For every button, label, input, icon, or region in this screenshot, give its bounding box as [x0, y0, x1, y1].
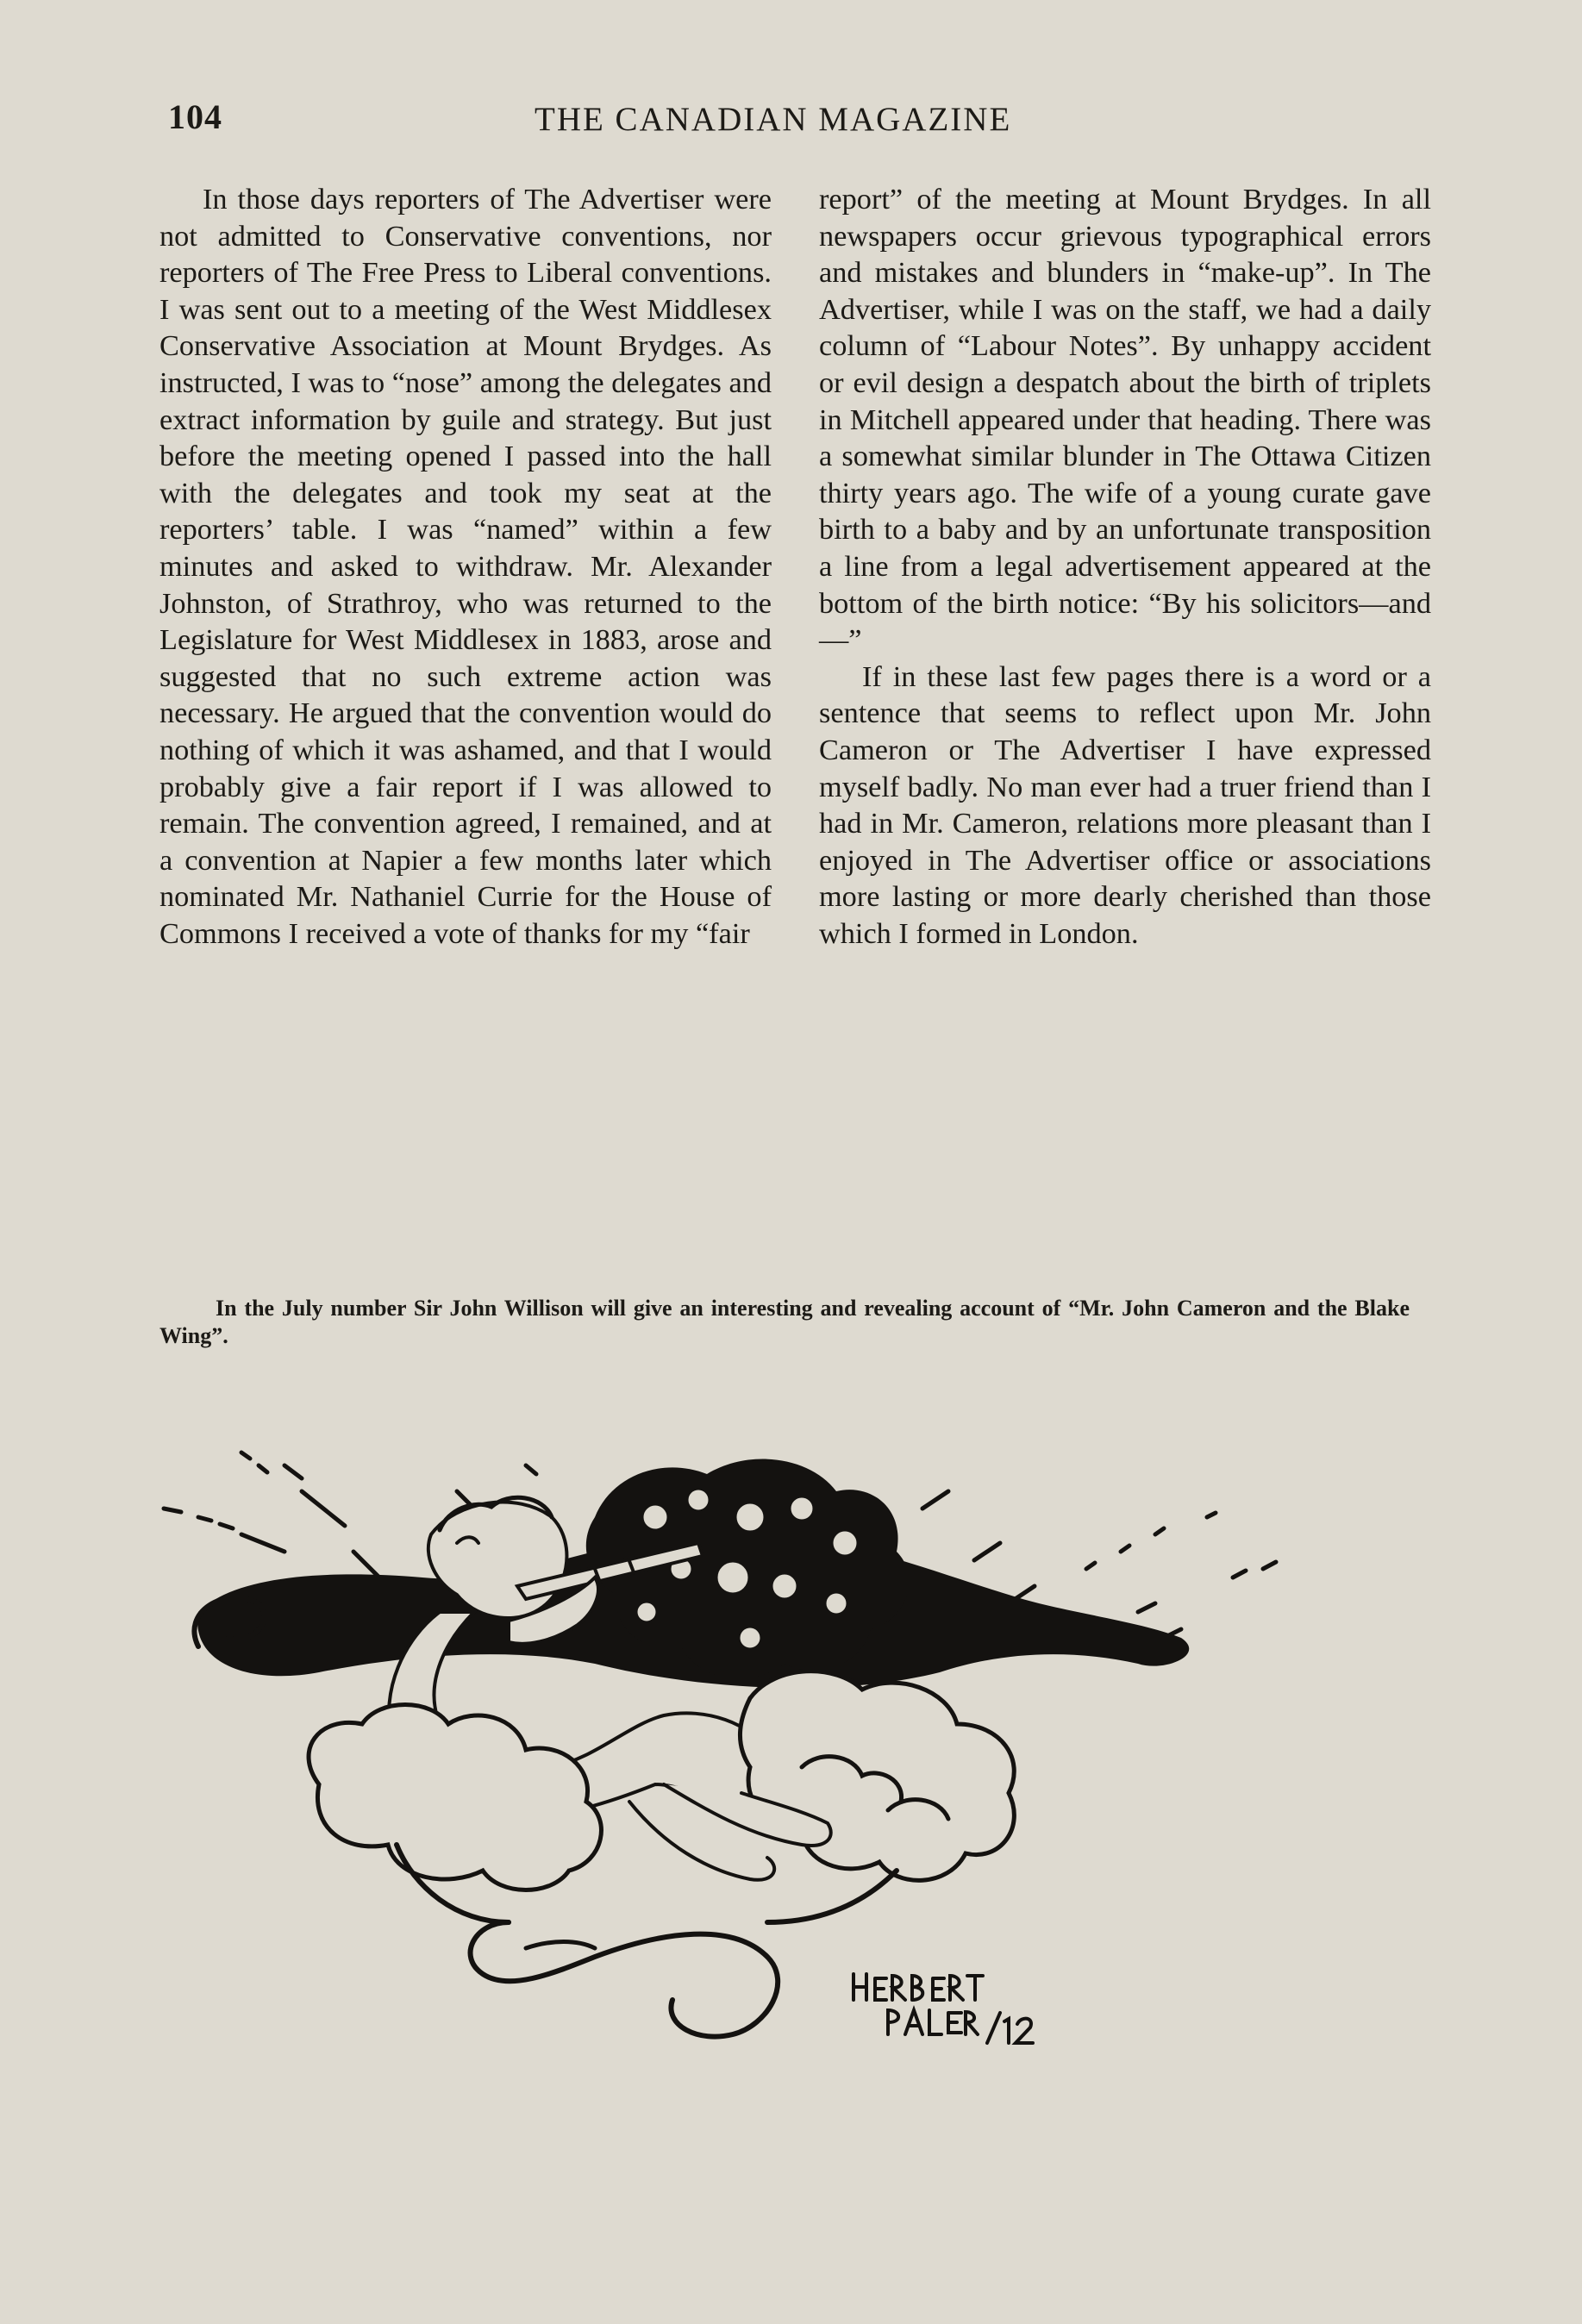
- cherub-and-satyr-vignette: [147, 1440, 1336, 2077]
- running-title: THE CANADIAN MAGAZINE: [535, 101, 1012, 138]
- left-paragraph-1: In those days reporters of The Advertiser were not admitted to Conservative conventions, nor reporters of The Free Press to Liberal conventions. I was sent out to a meeting of the West Middlesex Conservative Association at Mount Brydges. As instructed, I was to “nose” among the delegates and extract information by guile and strategy. But just before the meeting opened I passed into the hall with the delegates and took my seat at the reporters’ table. I was “named” within a few minutes and asked to withdraw. Mr. Alexander Johnston, of Strathroy, who was returned to the Legislature for West Middlesex in 1883, arose and suggested that no such extreme action was necessary. He argued that the convention would do nothing of which it was ashamed, and that I would probably give a fair report if I was allowed to remain. The convention agreed, I remained, and at a convention at Napier a few months later which nominated Mr. Nathaniel Currie for the House of Commons I received a vote of thanks for my “fair: [159, 183, 772, 950]
- right-paragraph-2: If in these last few pages there is a word or a sentence that seems to reflect upon Mr. John Cameron or The Advertiser I have expressed myself badly. No man ever had a truer friend than I had in Mr. Cameron, relations more pleasant than I enjoyed in The Advertiser office or associations more lasting or more dearly cherished than those which I formed in London.: [819, 659, 1431, 950]
- artist-signature: [854, 1974, 1033, 2043]
- right-paragraph-1: report” of the meeting at Mount Brydges. In all newspapers occur grievous typographical errors and mistakes and blunders in “make-up”. In The Advertiser, while I was on the staff, we had a daily column of “Labour Notes”. By unhappy accident or evil design a despatch about the birth of triplets in Mitchell appeared under that heading. There was a somewhat similar blunder in The Ottawa Citizen thirty years ago. The wife of a young curate gave birth to a baby and by an unfortunate transposition a line from a legal advertisement appeared at the bottom of the birth notice: “By his solicitors—and—”: [819, 183, 1431, 657]
- footnote-next-issue: In the July number Sir John Willison will give an interesting and revealing account of “Mr. John Cameron and the Blake Wing”.: [159, 1296, 1410, 1348]
- body-columns: [159, 181, 1431, 1259]
- right-column: [819, 181, 1431, 1259]
- page-number: 104: [168, 97, 222, 136]
- left-column: [159, 181, 772, 1259]
